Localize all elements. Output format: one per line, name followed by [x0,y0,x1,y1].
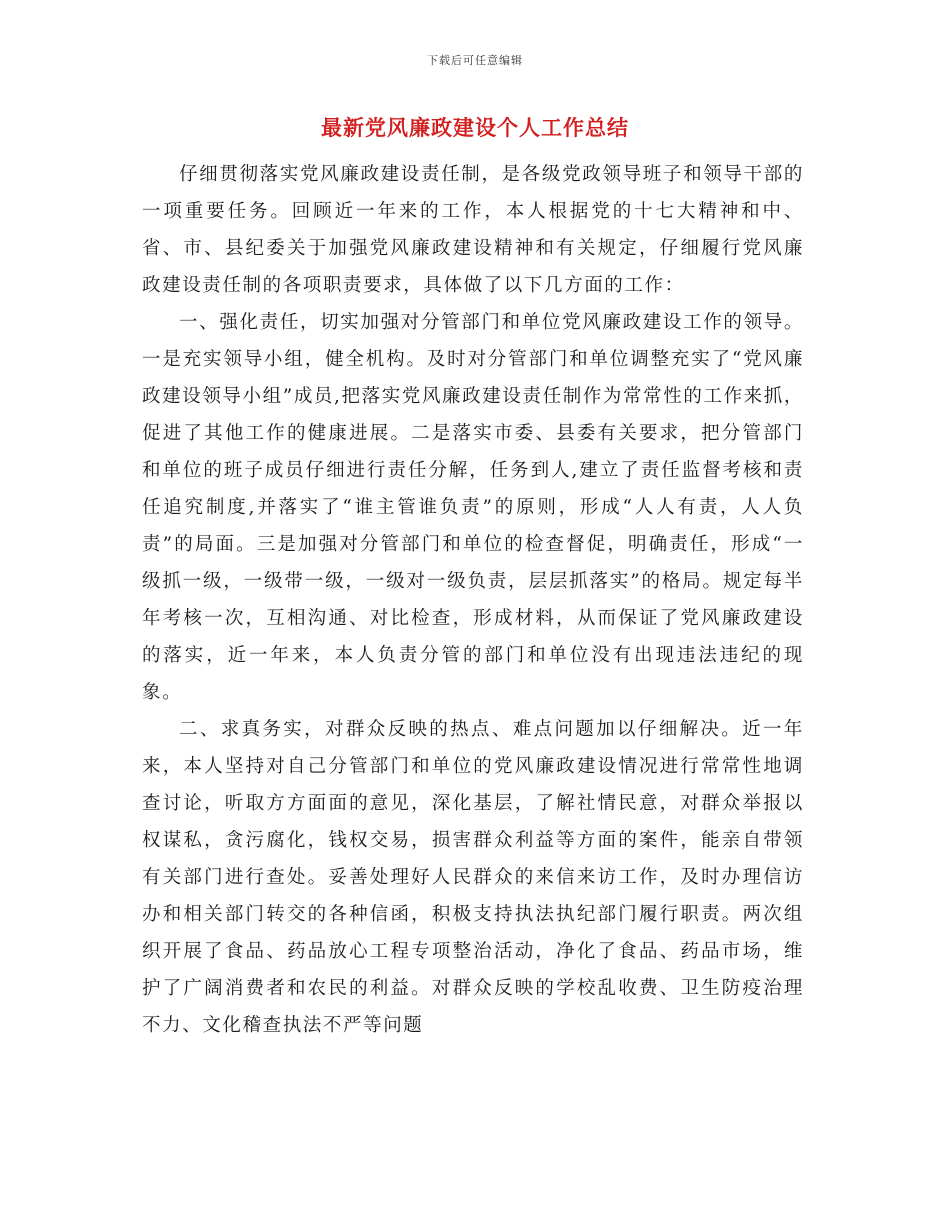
header-note: 下载后可任意编辑 [427,54,523,67]
paragraph-section-2: 二、求真务实，对群众反映的热点、难点问题加以仔细解决。近一年来，本人坚持对自己分管部门和单位的党风廉政建设情况进行常常性地调查讨论，听取方方面面的意见，深化基层，了解社情民意，对群众举报以权谋私，贪污腐化，钱权交易，损害群众利益等方面的案件，能亲自带领有关部门进行查处。妥善处理好人民群众的来信来访工作，及时办理信访办和相关部门转交的各种信函，积极支持执法执纪部门履行职责。两次组织开展了食品、药品放心工程专项整治活动，净化了食品、药品市场，维护了广阔消费者和农民的利益。对群众反映的学校乱收费、卫生防疫治理不力、文化稽查执法不严等问题 [142,719,804,1036]
paragraph-section-1: 一、强化责任，切实加强对分管部门和单位党风廉政建设工作的领导。一是充实领导小组，健全机构。及时对分管部门和单位调整充实了“党风廉政建设领导小组”成员,把落实党风廉政建设责任制作为常常性的工作来抓，促进了其他工作的健康进展。二是落实市委、县委有关要求，把分管部门和单位的班子成员仔细进行责任分解，任务到人,建立了责任监督考核和责任追究制度,并落实了“谁主管谁负责”的原则，形成“人人有责，人人负责”的局面。三是加强对分管部门和单位的检查督促，明确责任，形成“一级抓一级，一级带一级，一级对一级负责，层层抓落实”的格局。规定每半年考核一次，互相沟通、对比检查，形成材料，从而保证了党风廉政建设的落实，近一年来，本人负责分管的部门和单位没有出现违法违纪的现象。 [142,312,804,703]
paragraph-intro: 仔细贯彻落实党风廉政建设责任制，是各级党政领导班子和领导干部的一项重要任务。回顾近一年来的工作，本人根据党的十七大精神和中、省、市、县纪委关于加强党风廉政建设精神和有关规定，仔细履行党风廉政建设责任制的各项职责要求，具体做了以下几方面的工作： [142,164,804,296]
document-body [142,156,804,1044]
document-title: 最新党风廉政建设个人工作总结 [321,115,629,140]
